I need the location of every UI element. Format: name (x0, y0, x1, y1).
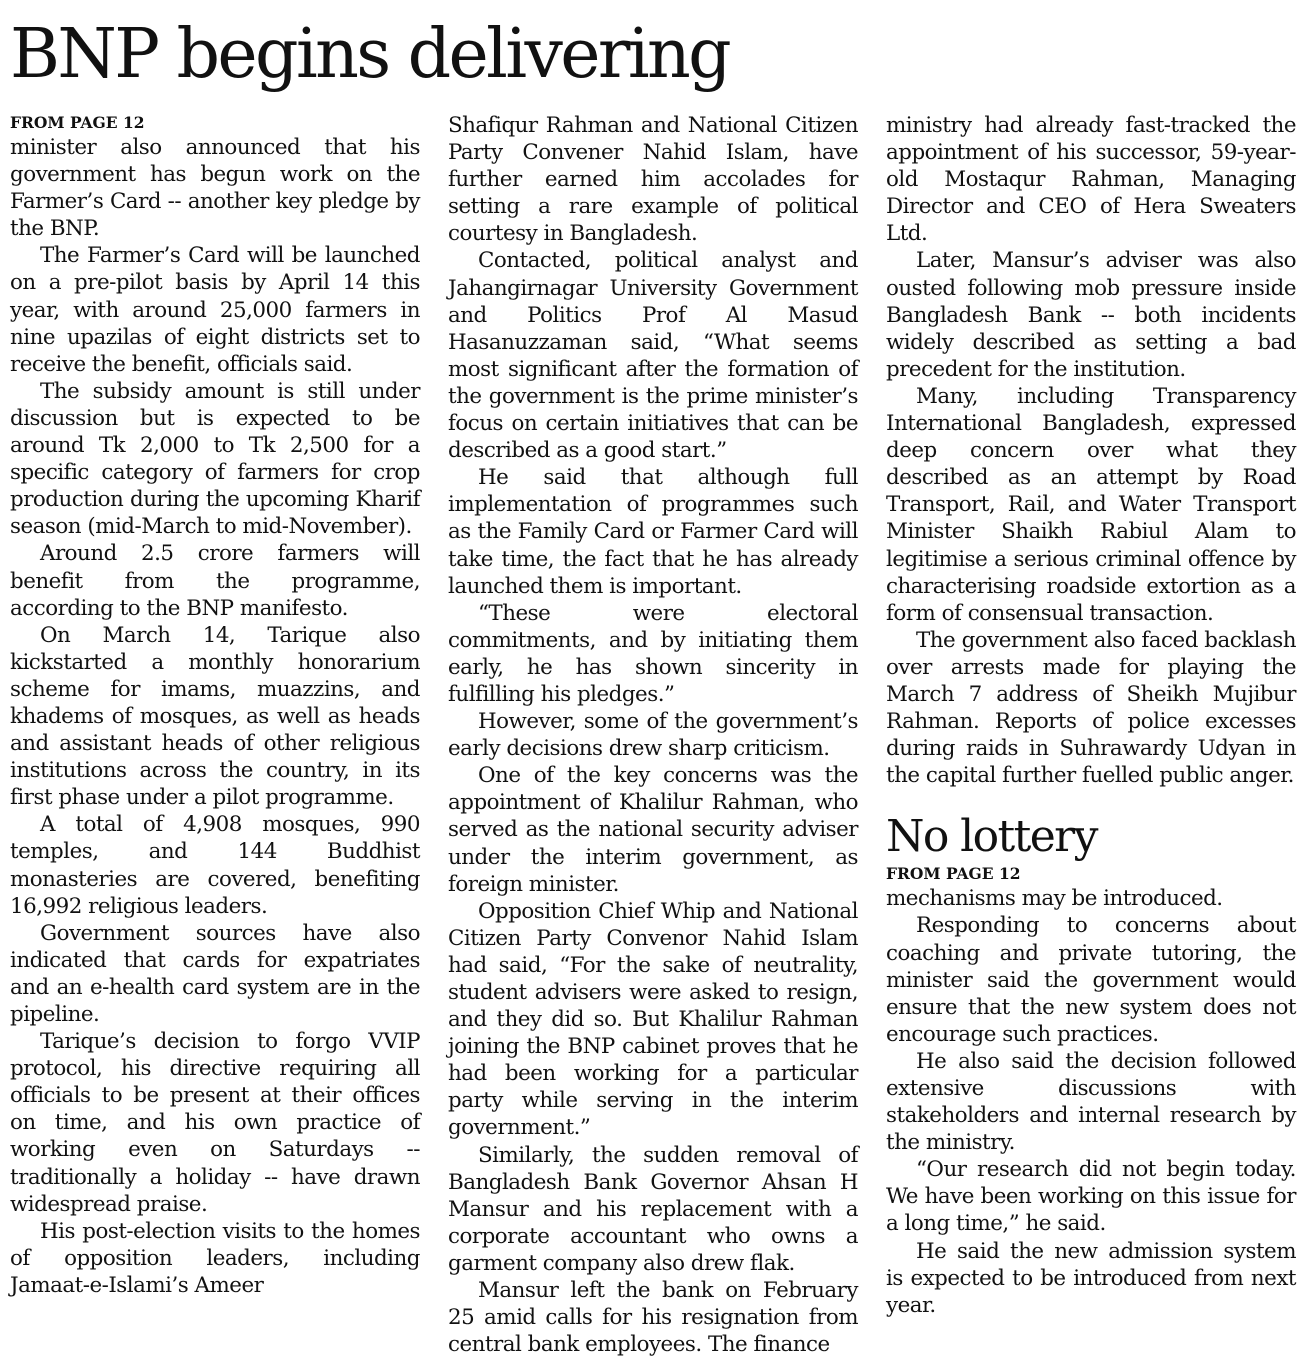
paragraph: Tarique’s decision to forgo VVIP protocol, his directive requiring all officials to be present at their offices on time, and his own practice of working even on Saturdays -- traditionally a holiday -- have drawn widespread praise. (10, 1029, 420, 1217)
story1-column-3 (886, 112, 1296, 1319)
paragraph: Government sources have also indicated that cards for expatriates and an e-health card system are in the pipeline. (10, 920, 420, 1027)
paragraph: The Farmer’s Card will be launched on a pre-pilot basis by April 14 this year, with around 25,000 farmers in nine upazilas of eight districts set to receive the benefit, officials said. (10, 243, 420, 377)
paragraph: Later, Mansur’s adviser was also ousted following mob pressure inside Bangladesh Bank -- both incidents widely described as setting a bad precedent for the institution. (886, 248, 1296, 382)
paragraph: The subsidy amount is still under discussion but is expected to be around Tk 2,000 to Tk 2,500 for a specific category of farmers for crop production during the upcoming Kharif season (mid-March to mid-November). (10, 378, 420, 540)
paragraph: He also said the decision followed extensive discussions with stakeholders and internal research by the ministry. (886, 1048, 1296, 1156)
paragraph: His post-election visits to the homes of opposition leaders, including Jamaat-e-Islami’s Ameer (10, 1218, 420, 1298)
paragraph: Mansur left the bank on February 25 amid calls for his resignation from central bank employees. The finance (448, 1278, 858, 1358)
paragraph: ministry had already fast-tracked the appointment of his successor, 59-year-old Mostaqur Rahman, Managing Director and CEO of Hera Sweaters Ltd. (886, 113, 1296, 247)
paragraph: minister also announced that his government has begun work on the Farmer’s Card -- another key pledge by the BNP. (10, 135, 420, 242)
paragraph: Contacted, political analyst and Jahangirnagar University Government and Politics Prof Al Masud Hasanuzzaman said, “What seems most significant after the formation of the government is the prime minister’s focus on certain initiatives that can be described as a good start.” (448, 248, 858, 464)
paragraph: Shafiqur Rahman and National Citizen Party Convener Nahid Islam, have further earned him accolades for setting a rare example of political courtesy in Bangladesh. (448, 113, 858, 247)
paragraph: Many, including Transparency International Bangladesh, expressed deep concern over what they described as an attempt by Road Transport, Rail, and Water Transport Minister Shaikh Rabiul Alam to legitimise a serious criminal offence by characterising roadside extortion as a form of consensual transaction. (886, 383, 1296, 626)
paragraph: One of the key concerns was the appointment of Khalilur Rahman, who served as the national security adviser under the interim government, as foreign minister. (448, 763, 858, 897)
paragraph: He said that although full implementation of programmes such as the Family Card or Farmer Card will take time, the fact that he has already launched them is important. (448, 465, 858, 599)
paragraph: He said the new admission system is expected to be introduced from next year. (886, 1238, 1296, 1318)
story2-headline: No lottery (886, 811, 1097, 863)
paragraph: Responding to concerns about coaching and private tutoring, the minister said the government would ensure that the new system does not encourage such practices. (886, 913, 1296, 1047)
headline: BNP begins delivering (10, 15, 730, 94)
paragraph: However, some of the government’s early decisions drew sharp criticism. (448, 709, 858, 762)
paragraph: On March 14, Tarique also kickstarted a monthly honorarium scheme for imams, muazzins, and khadems of mosques, as well as heads and assistant heads of other religious institutions across the country, in its first phase under a pilot programme. (10, 622, 420, 811)
story2-from-page-label: FROM PAGE 12 (886, 864, 1021, 884)
paragraph: Opposition Chief Whip and National Citizen Party Convenor Nahid Islam had said, “For the sake of neutrality, student advisers were asked to resign, and they did so. But Khalilur Rahman joining the BNP cabinet proves that he had been working for a particular party while serving in the interim government.” (448, 898, 858, 1141)
paragraph: Around 2.5 crore farmers will benefit from the programme, according to the BNP manifesto. (10, 541, 420, 621)
paragraph: A total of 4,908 mosques, 990 temples, and 144 Buddhist monasteries are covered, benefiting 16,992 religious leaders. (10, 812, 420, 919)
story1-column-2 (448, 112, 858, 1358)
paragraph: Similarly, the sudden removal of Bangladesh Bank Governor Ahsan H Mansur and his replacement with a corporate accountant who owns a garment company also drew flak. (448, 1142, 858, 1276)
story1-column-1 (10, 112, 420, 1299)
paragraph: mechanisms may be introduced. (886, 886, 1223, 912)
from-page-label: FROM PAGE 12 (10, 113, 145, 132)
paragraph: The government also faced backlash over arrests made for playing the March 7 address of Sheikh Mujibur Rahman. Reports of police excesses during raids in Suhrawardy Udyan in the capital further fuelled public anger. (886, 627, 1296, 789)
paragraph: “These were electoral commitments, and by initiating them early, he has shown sincerity in fulfilling his pledges.” (448, 600, 858, 707)
paragraph: “Our research did not begin today. We have been working on this issue for a long time,” he said. (886, 1157, 1296, 1237)
